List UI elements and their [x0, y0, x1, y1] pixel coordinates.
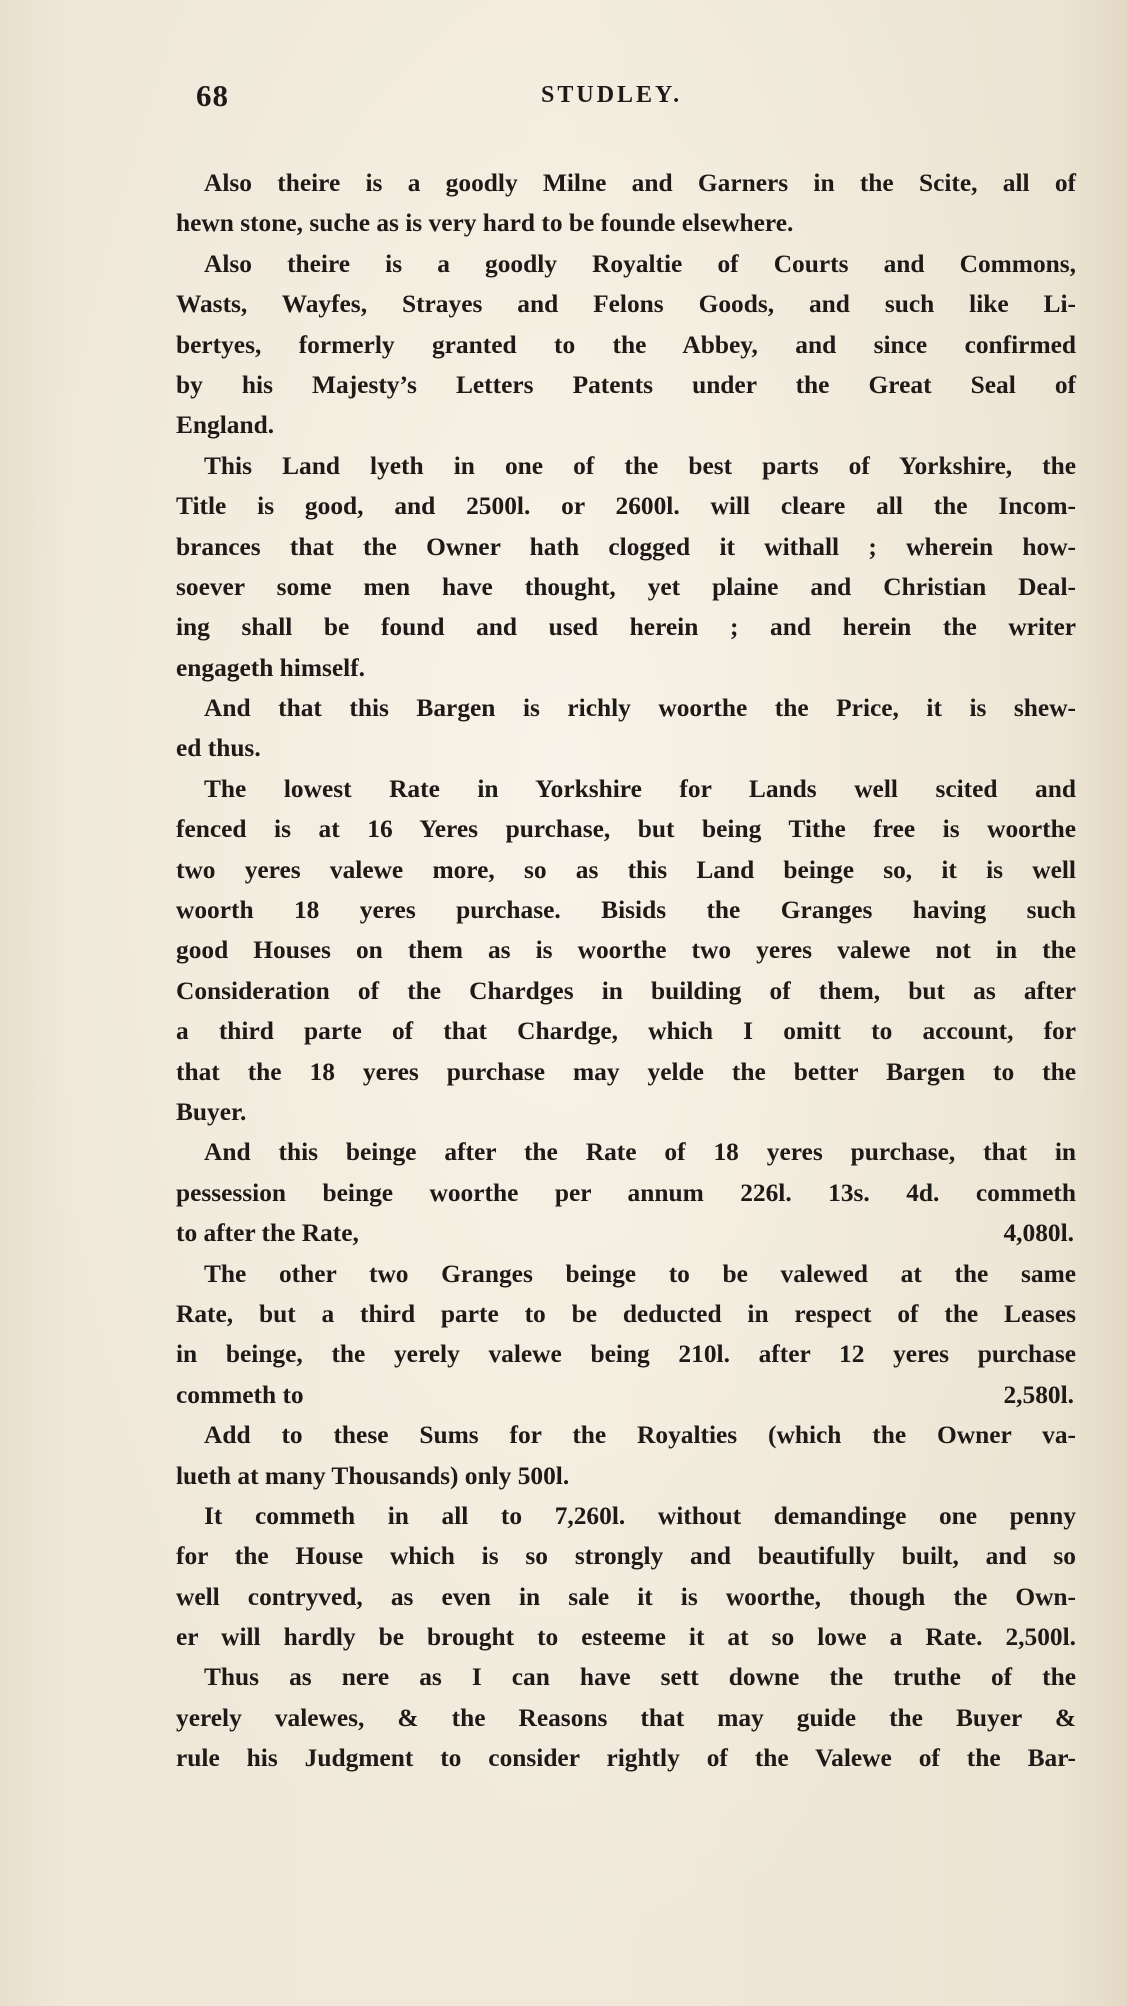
text-line: The other two Granges beinge to be valewed at the same [204, 1259, 1076, 1288]
text-line [176, 1213, 1076, 1253]
text-line: woorth 18 yeres purchase. Bisids the Granges having such [176, 896, 1076, 925]
line-text: to after the Rate, [176, 1219, 359, 1248]
text-line: pessession beinge woorthe per annum 226l. 13s. 4d. commeth [176, 1178, 1076, 1207]
text-line: a third parte of that Chardge, which I omitt to account, for [176, 1017, 1076, 1046]
running-head: STUDLEY. [541, 82, 683, 108]
text-line: Add to these Sums for the Royalties (which the Owner va- [204, 1421, 1076, 1450]
text-line: Also theire is a goodly Royaltie of Courts and Commons, [204, 249, 1076, 278]
text-line: er will hardly be brought to esteeme it at so lowe a Rate. 2,500l. [176, 1623, 1076, 1652]
text-line: England. [176, 411, 275, 440]
text-line: Thus as nere as I can have sett downe the truthe of the [204, 1663, 1076, 1692]
text-line: Rate, but a third parte to be deducted in respect of the Leases [176, 1299, 1076, 1328]
text-line: ing shall be found and used herein ; and herein the writer [176, 613, 1076, 642]
text-line: for the House which is so strongly and beautifully built, and so [176, 1542, 1076, 1571]
body-text [176, 163, 1076, 1779]
text-line: soever some men have thought, yet plaine and Christian Deal- [176, 572, 1076, 601]
text-line: two yeres valewe more, so as this Land beinge so, it is well [176, 855, 1076, 884]
text-line: Consideration of the Chardges in building of them, but as after [176, 976, 1076, 1005]
text-line: ed thus. [176, 734, 261, 763]
text-line: This Land lyeth in one of the best parts of Yorkshire, the [204, 451, 1076, 480]
sum-amount: 2,580l. [1003, 1380, 1074, 1409]
text-line: It commeth in all to 7,260l. without demandinge one penny [204, 1501, 1076, 1530]
text-line: good Houses on them as is woorthe two yeres valewe not in the [176, 936, 1076, 965]
text-line: brances that the Owner hath clogged it withall ; wherein how- [176, 532, 1076, 561]
page-number: 68 [196, 78, 229, 113]
text-line: yerely valewes, & the Reasons that may guide the Buyer & [176, 1703, 1076, 1732]
line-text: commeth to [176, 1380, 304, 1409]
text-line: And this beinge after the Rate of 18 yeres purchase, that in [204, 1138, 1076, 1167]
text-line: well contryved, as even in sale it is woorthe, though the Own- [176, 1582, 1076, 1611]
text-line: Also theire is a goodly Milne and Garners in the Scite, all of [204, 169, 1076, 197]
text-line: engageth himself. [176, 653, 366, 682]
text-line: that the 18 yeres purchase may yelde the better Bargen to the [176, 1057, 1076, 1086]
text-line: bertyes, formerly granted to the Abbey, and since confirmed [176, 330, 1076, 359]
text-line [176, 1375, 1076, 1415]
text-line: hewn stone, suche as is very hard to be founde elsewhere. [176, 209, 794, 238]
text-line: Wasts, Wayfes, Strayes and Felons Goods, and such like Li- [176, 290, 1076, 319]
text-line: Title is good, and 2500l. or 2600l. will cleare all the Incom- [176, 492, 1076, 521]
text-line: lueth at many Thousands) only 500l. [176, 1461, 570, 1490]
text-line: in beinge, the yerely valewe being 210l. after 12 yeres purchase [176, 1340, 1076, 1369]
sum-amount: 4,080l. [1003, 1219, 1074, 1248]
page-header [0, 78, 1127, 118]
text-line: The lowest Rate in Yorkshire for Lands well scited and [204, 774, 1076, 803]
text-line: fenced is at 16 Yeres purchase, but being Tithe free is woorthe [176, 815, 1076, 844]
text-line: Buyer. [176, 1097, 247, 1126]
text-line: by his Majesty’s Letters Patents under the Great Seal of [176, 370, 1076, 399]
text-line: rule his Judgment to consider rightly of the Valewe of the Bar- [176, 1744, 1076, 1773]
text-line: And that this Bargen is richly woorthe the Price, it is shew- [204, 694, 1076, 723]
